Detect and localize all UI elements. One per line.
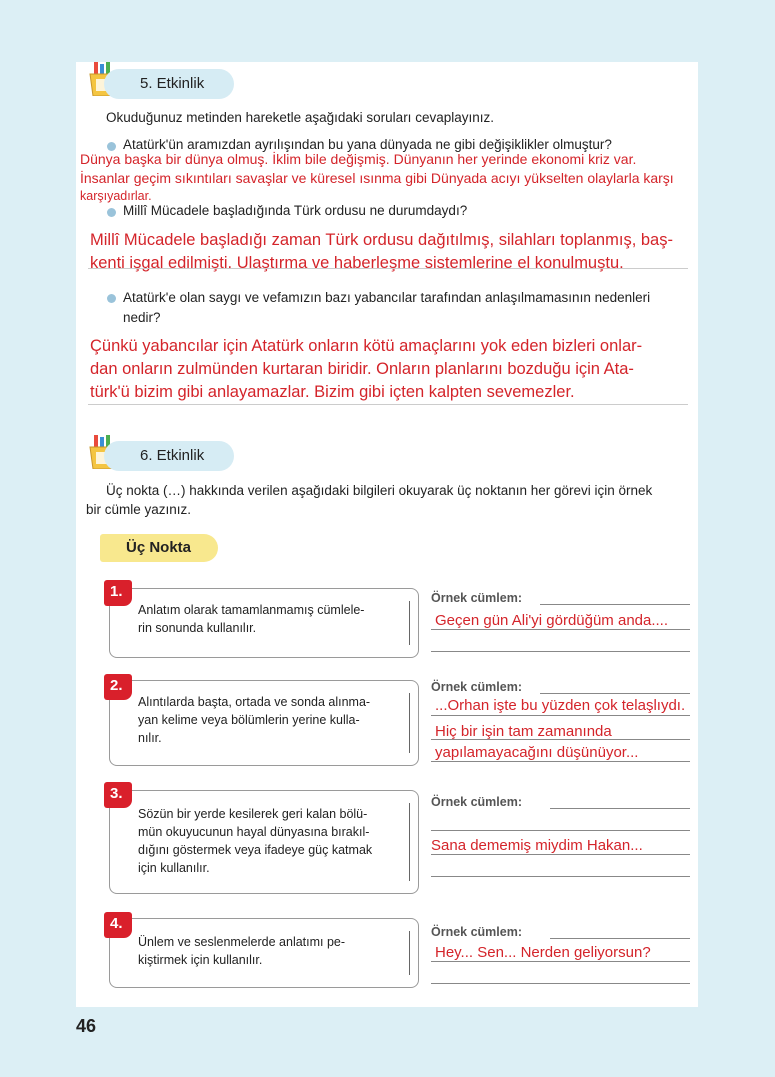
activity5-instruction: Okuduğunuz metinden hareketle aşağıdaki soruları cevaplayınız. bbox=[106, 110, 494, 125]
answer-3-line-2: dan onların zulmünden kurtaran biridir. Onların planlarını bozduğu için Ata- bbox=[90, 360, 634, 378]
info-card-3 bbox=[109, 790, 419, 894]
answer-line bbox=[88, 268, 688, 269]
page-number: 46 bbox=[76, 1016, 97, 1036]
answer-3-line-1: Çünkü yabancılar için Atatürk onların kötü amaçlarını yok eden bizleri onlar- bbox=[90, 337, 643, 355]
question-1: Atatürk'ün aramızdan ayrılışından bu yana dünyada ne gibi değişiklikler olmuştur? bbox=[123, 137, 612, 152]
card-4-line-1: Ünlem ve seslenmelerde anlatımı pe- bbox=[138, 935, 346, 949]
number-tab-3: 3. bbox=[104, 782, 132, 808]
card-2-line-2: yan kelime veya bölümlerin yerine kulla- bbox=[138, 713, 360, 727]
example-line bbox=[431, 876, 690, 877]
activity6-instruction-line-1: Üç nokta (…) hakkında verilen aşağıdaki bilgileri okuyarak üç noktanın her görevi için örnek bbox=[106, 483, 653, 498]
example-answer-2-line-2: Hiç bir işin tam zamanında bbox=[435, 723, 612, 740]
example-line bbox=[431, 961, 690, 962]
example-line bbox=[540, 604, 690, 605]
example-label-4: Örnek cümlem: bbox=[431, 925, 523, 939]
answer-2-line-1: Millî Mücadele başladığı zaman Türk ordusu dağıtılmış, silahları toplanmış, baş- bbox=[90, 231, 673, 249]
info-card-1 bbox=[109, 588, 419, 658]
card-divider bbox=[409, 601, 410, 645]
number-tab-1: 1. bbox=[104, 580, 132, 606]
example-answer-3: Sana dememiş miydim Hakan... bbox=[431, 837, 643, 854]
uc-nokta-heading: Üç Nokta bbox=[100, 534, 218, 562]
example-line bbox=[431, 830, 690, 831]
card-divider bbox=[409, 803, 410, 881]
card-3-line-1: Sözün bir yerde kesilerek geri kalan bölü- bbox=[138, 807, 368, 821]
card-2-line-1: Alıntılarda başta, ortada ve sonda alınma- bbox=[138, 695, 371, 709]
card-divider bbox=[409, 931, 410, 975]
answer-2-line-2: kenti işgal edilmişti. Ulaştırma ve haberleşme sistemlerine el konulmuştu. bbox=[90, 254, 624, 272]
card-3-line-3: dığını göstermek veya ifadeye güç katmak bbox=[138, 843, 373, 857]
example-answer-2-line-1: ...Orhan işte bu yüzden çok telaşlıydı. bbox=[435, 697, 686, 714]
number-tab-4: 4. bbox=[104, 912, 132, 938]
example-line bbox=[431, 761, 690, 762]
example-label-1: Örnek cümlem: bbox=[431, 591, 523, 605]
answer-line bbox=[88, 404, 688, 405]
card-2-line-3: nılır. bbox=[138, 731, 162, 745]
example-answer-1: Geçen gün Ali'yi gördüğüm anda.... bbox=[435, 612, 669, 629]
card-3-line-4: için kullanılır. bbox=[138, 861, 210, 875]
bullet bbox=[107, 208, 116, 217]
answer-1-line-3: karşıyadırlar. bbox=[80, 189, 152, 203]
activity5-badge: 5. Etkinlik bbox=[104, 69, 234, 99]
card-1-line-2: rin sonunda kullanılır. bbox=[138, 621, 257, 635]
example-line bbox=[431, 854, 690, 855]
example-line bbox=[540, 693, 690, 694]
bullet bbox=[107, 294, 116, 303]
bullet bbox=[107, 142, 116, 151]
example-label-3: Örnek cümlem: bbox=[431, 795, 523, 809]
answer-1-line-2: İnsanlar geçim sıkıntıları savaşlar ve küresel ısınma gibi Dünyada acıyı yükselten olaylarla karşı bbox=[80, 170, 674, 186]
activity6-badge: 6. Etkinlik bbox=[104, 441, 234, 471]
example-line bbox=[550, 808, 690, 809]
example-answer-2-line-3: yapılamayacağını düşünüyor... bbox=[435, 744, 639, 761]
example-answer-4: Hey... Sen... Nerden geliyorsun? bbox=[435, 944, 651, 961]
question-2: Millî Mücadele başladığında Türk ordusu ne durumdaydı? bbox=[123, 203, 468, 218]
example-line bbox=[431, 983, 690, 984]
activity6-instruction-line-2: bir cümle yazınız. bbox=[86, 502, 192, 517]
example-line bbox=[431, 629, 690, 630]
example-line bbox=[431, 715, 690, 716]
question-3-line-2: nedir? bbox=[123, 310, 161, 325]
answer-1-line-1: Dünya başka bir dünya olmuş. İklim bile değişmiş. Dünyanın her yerinde ekonomi kriz var. bbox=[80, 151, 637, 167]
question-3-line-1: Atatürk'e olan saygı ve vefamızın bazı yabancılar tarafından anlaşılmamasının nedenleri bbox=[123, 290, 651, 305]
example-line bbox=[550, 938, 690, 939]
example-line bbox=[431, 651, 690, 652]
example-line bbox=[431, 739, 690, 740]
info-card-2 bbox=[109, 680, 419, 766]
number-tab-2: 2. bbox=[104, 674, 132, 700]
card-1-line-1: Anlatım olarak tamamlanmamış cümlele- bbox=[138, 603, 365, 617]
info-card-4 bbox=[109, 918, 419, 988]
card-divider bbox=[409, 693, 410, 753]
card-3-line-2: mün okuyucunun hayal dünyasına bırakıl- bbox=[138, 825, 370, 839]
card-4-line-2: kiştirmek için kullanılır. bbox=[138, 953, 263, 967]
example-label-2: Örnek cümlem: bbox=[431, 680, 523, 694]
answer-3-line-3: türk'ü bizim gibi anlayamazlar. Bizim gibi içten kalpten sevemezler. bbox=[90, 383, 575, 401]
